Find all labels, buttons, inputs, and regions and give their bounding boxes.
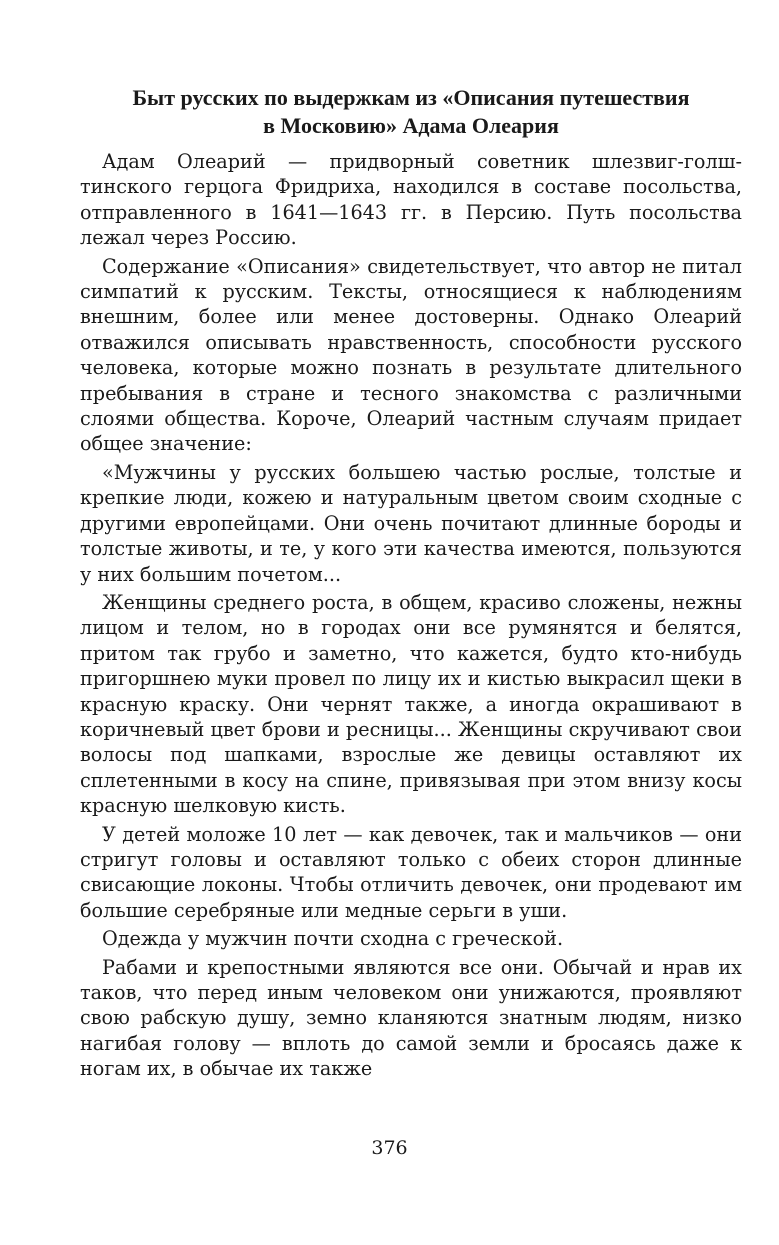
body-text xyxy=(80,149,742,1082)
paragraph: Рабами и крепостными являются все они. Обычай и нрав их таков, что перед иным человеком они унижаются, проявляют свою рабскую душу, земно кланяются знатным людям, низко нагибая голову — вплоть до самой земли и бросаясь даже к ногам их, в обычае их также xyxy=(80,955,742,1081)
paragraph: Одежда у мужчин почти сходна с греческой. xyxy=(102,927,564,951)
title-line: Быт русских по выдержкам из «Описания путешествия xyxy=(132,85,690,110)
paragraph: Содержание «Описания» свидетельствует, что автор не питал симпатий к русским. Тексты, относящиеся к наблюдениям внешним, более или менее достоверны. Однако Олеарий отважился описывать нравственность, способности русского человека, которые можно познать в результате длительного пребывания в стране и тесного знакомства с различными слоями общества. Короче, Олеарий частным случаям придает общее значение: xyxy=(80,254,742,456)
document-title xyxy=(80,84,742,140)
paragraph: Женщины среднего роста, в общем, красиво сложены, нежны лицом и телом, но в городах они все румянятся и белятся, притом так грубо и заметно, что кажется, будто кто-нибудь пригоршнею муки провел по лицу их и кистью выкрасил щеки в красную краску. Они чернят также, а иногда окрашивают в коричневый цвет брови и ресницы... Женщины скручивают свои волосы под шапками, взрослые же девицы оставляют их сплетенными в косу на спине, привязывая при этом внизу косы красную шелковую кисть. xyxy=(80,590,742,818)
paragraph: У детей моложе 10 лет — как девочек, так и мальчиков — они стригут головы и оставляют только с обеих сторон длинные свисающие локоны. Чтобы отличить девочек, они продевают им большие серебряные или медные серьги в уши. xyxy=(80,822,742,922)
page-number: 376 xyxy=(371,1137,408,1159)
title-line: в Московию» Адама Олеария xyxy=(263,113,559,138)
document-page xyxy=(80,84,742,1085)
paragraph: Адам Олеарий — придворный советник шлезвиг-голштинского герцога Фридриха, находился в составе посольства, отправленного в 1641—1643 гг. в Персию. Путь посольства лежал через Россию. xyxy=(80,150,742,250)
paragraph: «Мужчины у русских большею частью рослые, толстые и крепкие люди, кожею и натуральным цветом своим сходные с другими европейцами. Они очень почитают длинные бороды и толстые животы, и те, у кого эти качества имеются, пользуются у них большим почетом... xyxy=(80,460,742,586)
